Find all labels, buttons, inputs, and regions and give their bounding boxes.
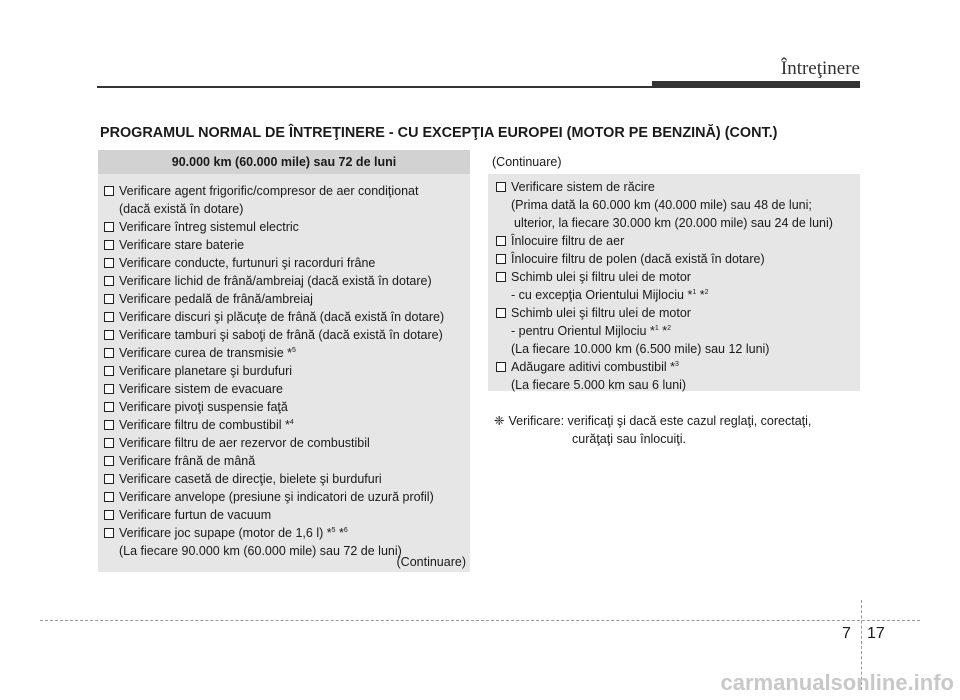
item-text: Verificare curea de transmisie * — [119, 346, 292, 360]
checkbox-square-icon — [104, 492, 114, 502]
section-title: Întreţinere — [780, 58, 860, 79]
checkbox-square-icon — [104, 258, 114, 268]
checkbox-square-icon — [496, 362, 506, 372]
checkbox-square-icon — [104, 312, 114, 322]
checkbox-square-icon — [104, 528, 114, 538]
header-rule — [97, 86, 652, 88]
list-item — [104, 254, 470, 272]
continued-label: (Continuare) — [396, 555, 466, 569]
note-symbol-icon: ❈ — [494, 414, 505, 428]
checkbox-square-icon — [496, 254, 506, 264]
checkbox-square-icon — [496, 272, 506, 282]
item-text: Înlocuire filtru de aer — [511, 234, 625, 248]
page-title: PROGRAMUL NORMAL DE ÎNTREŢINERE - CU EXCEPŢIA EUROPEI (MOTOR PE BENZINĂ) (CONT.) — [100, 125, 778, 141]
item-text: Verificare sistem de răcire — [511, 180, 655, 194]
item-continuation-2: ulterior, la fiecare 30.000 km (20.000 mile) sau 24 de luni) — [514, 216, 833, 230]
list-item — [104, 416, 470, 434]
note-line-1: Verificare: verificaţi şi dacă este cazul reglaţi, corectaţi, — [508, 414, 812, 428]
checkbox-square-icon — [496, 308, 506, 318]
checkbox-square-icon — [496, 236, 506, 246]
item-continuation-2: (La fiecare 10.000 km (6.500 mile) sau 12 luni) — [511, 342, 770, 356]
checkbox-square-icon — [104, 294, 114, 304]
footnote-ref: 4 — [289, 419, 294, 426]
item-cont-text: (dacă există în dotare) — [119, 202, 244, 216]
footnote-ref: 1 — [692, 289, 697, 296]
left-checklist — [98, 174, 470, 560]
item-text: Adăugare aditivi combustibil * — [511, 360, 675, 374]
list-item — [104, 362, 470, 380]
list-item — [104, 308, 470, 326]
item-text: Verificare sistem de evacuare — [119, 382, 283, 396]
item-cont-text: - cu excepţia Orientului Mijlociu * — [511, 288, 693, 302]
item-cont-text-b: * — [658, 324, 668, 338]
item-text: Verificare frână de mână — [119, 454, 256, 468]
checkbox-square-icon — [104, 276, 114, 286]
item-text-2: * — [335, 526, 344, 540]
list-item — [496, 250, 860, 268]
item-continuation — [511, 322, 860, 340]
page-number: 17 — [867, 625, 885, 642]
checkbox-square-icon — [104, 420, 114, 430]
list-item — [104, 218, 470, 236]
list-item — [496, 178, 860, 232]
item-text: Înlocuire filtru de polen (dacă există în dotare) — [511, 252, 765, 266]
checkbox-square-icon — [104, 384, 114, 394]
list-item — [496, 358, 860, 394]
list-item — [104, 182, 470, 218]
item-cont-text-b: * — [696, 288, 705, 302]
item-text: Verificare furtun de vacuum — [119, 508, 272, 522]
item-text: Verificare stare baterie — [119, 238, 245, 252]
checkbox-square-icon — [104, 474, 114, 484]
maintenance-list-right — [488, 150, 860, 391]
checkbox-square-icon — [104, 186, 114, 196]
list-item — [104, 398, 470, 416]
footnote-ref: 3 — [674, 361, 679, 368]
item-text: Verificare planetare şi burdufuri — [119, 364, 293, 378]
item-text: Schimb ulei şi filtru ulei de motor — [511, 306, 691, 320]
item-text: Verificare discuri şi plăcuţe de frână (dacă există în dotare) — [119, 310, 445, 324]
chapter-number: 7 — [842, 625, 851, 642]
list-item — [104, 236, 470, 254]
list-item — [104, 506, 470, 524]
checkbox-square-icon — [104, 240, 114, 250]
list-item — [496, 268, 860, 304]
list-item — [104, 380, 470, 398]
list-item — [104, 272, 470, 290]
item-continuation — [511, 376, 860, 394]
footnote-ref: 1 — [654, 325, 659, 332]
list-item — [496, 232, 860, 250]
list-item — [104, 488, 470, 506]
list-item — [104, 326, 470, 344]
note-line-2: curăţaţi sau înlocuiţi. — [572, 432, 686, 446]
checkbox-square-icon — [496, 182, 506, 192]
checkbox-square-icon — [104, 438, 114, 448]
footnote-ref-2: 6 — [343, 527, 348, 534]
interval-heading: 90.000 km (60.000 mile) sau 72 de luni — [98, 150, 470, 174]
item-text: Verificare casetă de direcţie, bielete şi burdufuri — [119, 472, 382, 486]
item-text: Verificare întreg sistemul electric — [119, 220, 299, 234]
item-text: Verificare pivoţi suspensie faţă — [119, 400, 288, 414]
item-text: Verificare filtru de aer rezervor de combustibil — [119, 436, 370, 450]
item-cont-text: - pentru Orientul Mijlociu * — [511, 324, 655, 338]
footer-divider — [40, 620, 920, 621]
footnote-ref: 5 — [331, 527, 336, 534]
item-text: Verificare agent frigorific/compresor de aer condiţionat — [119, 184, 419, 198]
item-text: Verificare lichid de frână/ambreiaj (dacă există în dotare) — [119, 274, 432, 288]
list-item — [104, 290, 470, 308]
checkbox-square-icon — [104, 366, 114, 376]
item-cont-text: (La fiecare 5.000 km sau 6 luni) — [511, 378, 687, 392]
footnote-ref: 5 — [292, 347, 296, 354]
footnote-ref-2: 2 — [704, 289, 709, 296]
item-cont-text: (Prima dată la 60.000 km (40.000 mile) sau 48 de luni; — [511, 198, 812, 212]
item-text: Verificare pedală de frână/ambreiaj — [119, 292, 313, 306]
item-text: Verificare tamburi şi saboţi de frână (dacă există în dotare) — [119, 328, 443, 342]
item-continuation — [119, 200, 470, 218]
list-item — [104, 452, 470, 470]
item-text: Verificare conducte, furtunuri şi racorduri frâne — [119, 256, 376, 270]
item-text: Verificare joc supape (motor de 1,6 l) * — [119, 526, 332, 540]
item-text: Verificare filtru de combustibil * — [119, 418, 290, 432]
watermark: carmanualsonline.info — [720, 670, 954, 695]
list-item — [104, 344, 470, 362]
list-item — [104, 434, 470, 452]
list-item — [496, 304, 860, 358]
note — [494, 412, 858, 448]
checkbox-square-icon — [104, 510, 114, 520]
item-continuation — [511, 286, 860, 304]
header-bar — [652, 81, 860, 88]
checkbox-square-icon — [104, 402, 114, 412]
footnote-ref-2: 2 — [667, 325, 671, 332]
maintenance-list-left — [98, 150, 470, 572]
checkbox-square-icon — [104, 222, 114, 232]
list-item — [104, 470, 470, 488]
item-text: Verificare anvelope (presiune şi indicatori de uzură profil) — [119, 490, 434, 504]
checkbox-square-icon — [104, 456, 114, 466]
checkbox-square-icon — [104, 348, 114, 358]
item-cont-text: (La fiecare 90.000 km (60.000 mile) sau 72 de luni) — [119, 544, 402, 558]
continued-heading: (Continuare) — [488, 150, 864, 174]
checkbox-square-icon — [104, 330, 114, 340]
right-checklist — [488, 150, 860, 394]
item-text: Schimb ulei şi filtru ulei de motor — [511, 270, 691, 284]
item-continuation — [511, 196, 860, 214]
